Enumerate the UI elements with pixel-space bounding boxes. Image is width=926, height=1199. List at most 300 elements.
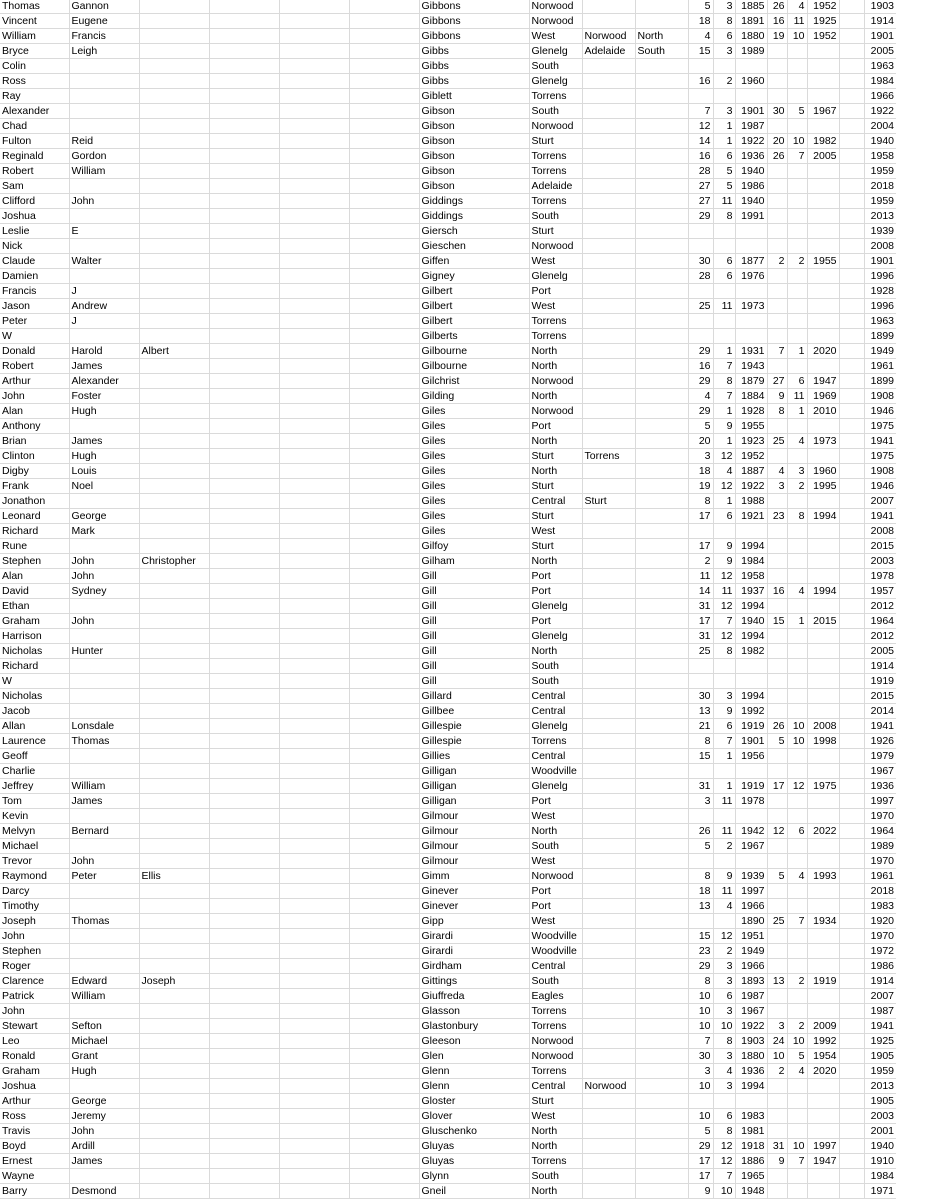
table-cell[interactable]: 2018 (864, 884, 896, 899)
table-cell[interactable] (209, 809, 279, 824)
table-cell[interactable]: 1984 (864, 1169, 896, 1184)
table-cell[interactable] (582, 584, 635, 599)
table-cell[interactable] (582, 224, 635, 239)
table-cell[interactable]: Thomas (69, 914, 139, 929)
table-cell[interactable] (807, 44, 839, 59)
table-cell[interactable] (839, 89, 864, 104)
table-cell[interactable]: 12 (713, 449, 735, 464)
table-cell[interactable] (139, 899, 209, 914)
table-cell[interactable] (209, 419, 279, 434)
table-cell[interactable] (279, 539, 349, 554)
table-cell[interactable]: Gill (419, 569, 529, 584)
table-cell[interactable] (349, 524, 419, 539)
table-cell[interactable]: Gibson (419, 104, 529, 119)
table-cell[interactable] (279, 794, 349, 809)
table-cell[interactable]: 13 (767, 974, 787, 989)
table-cell[interactable]: 1956 (735, 749, 767, 764)
table-cell[interactable] (582, 1169, 635, 1184)
table-cell[interactable]: 12 (787, 779, 807, 794)
table-cell[interactable] (209, 44, 279, 59)
table-cell[interactable]: Christopher (139, 554, 209, 569)
table-cell[interactable]: Vincent (0, 14, 69, 29)
table-cell[interactable]: 1901 (864, 29, 896, 44)
table-cell[interactable] (279, 1184, 349, 1199)
table-cell[interactable]: 11 (787, 14, 807, 29)
table-cell[interactable]: 1940 (735, 614, 767, 629)
table-cell[interactable]: 1992 (735, 704, 767, 719)
table-cell[interactable]: William (69, 989, 139, 1004)
table-cell[interactable] (139, 1049, 209, 1064)
table-cell[interactable] (635, 914, 688, 929)
table-cell[interactable]: Glenelg (529, 74, 582, 89)
table-cell[interactable]: 1947 (807, 1154, 839, 1169)
table-cell[interactable] (582, 974, 635, 989)
table-cell[interactable]: Tom (0, 794, 69, 809)
table-cell[interactable] (349, 884, 419, 899)
table-cell[interactable] (635, 524, 688, 539)
table-cell[interactable] (349, 149, 419, 164)
table-cell[interactable] (209, 884, 279, 899)
table-cell[interactable]: 1982 (807, 134, 839, 149)
table-cell[interactable]: 10 (787, 1139, 807, 1154)
table-cell[interactable]: 1877 (735, 254, 767, 269)
table-cell[interactable] (635, 389, 688, 404)
table-cell[interactable]: 1970 (864, 854, 896, 869)
table-cell[interactable] (349, 89, 419, 104)
table-cell[interactable] (209, 464, 279, 479)
table-cell[interactable]: 1971 (864, 1184, 896, 1199)
table-cell[interactable] (349, 194, 419, 209)
table-cell[interactable] (713, 674, 735, 689)
table-cell[interactable] (807, 494, 839, 509)
table-cell[interactable] (635, 584, 688, 599)
table-cell[interactable]: Norwood (529, 404, 582, 419)
table-cell[interactable]: 1891 (735, 14, 767, 29)
table-cell[interactable]: 1966 (735, 899, 767, 914)
table-cell[interactable] (787, 884, 807, 899)
table-cell[interactable] (279, 824, 349, 839)
table-cell[interactable]: 12 (713, 479, 735, 494)
table-cell[interactable]: 1984 (735, 554, 767, 569)
table-cell[interactable] (807, 194, 839, 209)
table-cell[interactable] (209, 14, 279, 29)
table-cell[interactable]: Bernard (69, 824, 139, 839)
table-cell[interactable]: Gibbs (419, 59, 529, 74)
table-cell[interactable]: Norwood (529, 14, 582, 29)
table-cell[interactable] (209, 239, 279, 254)
table-cell[interactable]: 4 (688, 389, 713, 404)
table-cell[interactable] (807, 569, 839, 584)
table-cell[interactable] (139, 929, 209, 944)
table-cell[interactable]: Hugh (69, 1064, 139, 1079)
table-cell[interactable] (735, 59, 767, 74)
table-cell[interactable] (635, 1019, 688, 1034)
table-cell[interactable]: Gilberts (419, 329, 529, 344)
table-cell[interactable] (635, 884, 688, 899)
table-cell[interactable]: William (69, 779, 139, 794)
table-cell[interactable] (279, 269, 349, 284)
table-cell[interactable] (839, 824, 864, 839)
table-cell[interactable] (839, 1124, 864, 1139)
table-cell[interactable] (582, 554, 635, 569)
table-cell[interactable] (839, 929, 864, 944)
table-cell[interactable]: 1966 (864, 89, 896, 104)
table-cell[interactable] (635, 809, 688, 824)
table-cell[interactable] (635, 674, 688, 689)
table-cell[interactable] (767, 1184, 787, 1199)
table-cell[interactable] (839, 614, 864, 629)
table-cell[interactable]: Michael (0, 839, 69, 854)
table-cell[interactable] (767, 329, 787, 344)
table-cell[interactable]: Giffen (419, 254, 529, 269)
table-cell[interactable] (349, 254, 419, 269)
table-cell[interactable] (209, 794, 279, 809)
table-cell[interactable] (688, 914, 713, 929)
table-cell[interactable] (209, 674, 279, 689)
table-cell[interactable] (839, 524, 864, 539)
table-cell[interactable]: 1994 (735, 689, 767, 704)
table-cell[interactable]: Giuffreda (419, 989, 529, 1004)
table-cell[interactable] (635, 194, 688, 209)
table-cell[interactable] (839, 29, 864, 44)
table-cell[interactable]: 1958 (735, 569, 767, 584)
table-cell[interactable] (139, 1184, 209, 1199)
table-cell[interactable]: 25 (688, 299, 713, 314)
table-cell[interactable] (787, 689, 807, 704)
table-cell[interactable]: 6 (787, 374, 807, 389)
table-cell[interactable]: John (69, 854, 139, 869)
table-cell[interactable] (713, 329, 735, 344)
table-cell[interactable]: Giles (419, 404, 529, 419)
table-cell[interactable] (807, 1169, 839, 1184)
table-cell[interactable] (69, 764, 139, 779)
table-cell[interactable]: Gilding (419, 389, 529, 404)
table-cell[interactable]: Gibson (419, 134, 529, 149)
table-cell[interactable] (349, 104, 419, 119)
table-cell[interactable] (787, 74, 807, 89)
table-cell[interactable] (767, 674, 787, 689)
table-cell[interactable] (807, 884, 839, 899)
table-cell[interactable]: 17 (688, 614, 713, 629)
table-cell[interactable] (209, 554, 279, 569)
table-cell[interactable]: Glen (419, 1049, 529, 1064)
table-cell[interactable] (582, 869, 635, 884)
table-cell[interactable] (787, 1184, 807, 1199)
table-cell[interactable]: Robert (0, 359, 69, 374)
table-cell[interactable] (279, 629, 349, 644)
table-cell[interactable]: 20 (767, 134, 787, 149)
table-cell[interactable]: 4 (787, 869, 807, 884)
table-cell[interactable] (209, 0, 279, 14)
table-cell[interactable] (139, 194, 209, 209)
table-cell[interactable] (349, 539, 419, 554)
table-cell[interactable]: Gneil (419, 1184, 529, 1199)
table-cell[interactable]: 2010 (807, 404, 839, 419)
table-cell[interactable]: 7 (713, 389, 735, 404)
table-cell[interactable]: John (69, 1124, 139, 1139)
table-cell[interactable]: 29 (688, 374, 713, 389)
table-cell[interactable] (767, 494, 787, 509)
table-cell[interactable]: Stephen (0, 944, 69, 959)
table-cell[interactable] (735, 284, 767, 299)
table-cell[interactable] (279, 134, 349, 149)
table-cell[interactable]: Claude (0, 254, 69, 269)
table-cell[interactable] (635, 539, 688, 554)
table-cell[interactable] (807, 1094, 839, 1109)
table-cell[interactable]: 7 (767, 344, 787, 359)
table-cell[interactable]: 1954 (807, 1049, 839, 1064)
table-cell[interactable]: 1995 (807, 479, 839, 494)
table-cell[interactable] (139, 89, 209, 104)
table-cell[interactable]: Wayne (0, 1169, 69, 1184)
table-cell[interactable] (787, 449, 807, 464)
table-cell[interactable] (582, 809, 635, 824)
table-cell[interactable] (209, 629, 279, 644)
table-cell[interactable] (349, 479, 419, 494)
table-cell[interactable]: Gimm (419, 869, 529, 884)
table-cell[interactable]: 1925 (807, 14, 839, 29)
table-cell[interactable] (582, 419, 635, 434)
table-cell[interactable] (582, 854, 635, 869)
table-cell[interactable]: 1923 (735, 434, 767, 449)
table-cell[interactable] (713, 239, 735, 254)
table-cell[interactable]: 5 (688, 0, 713, 14)
table-cell[interactable] (839, 899, 864, 914)
table-cell[interactable] (139, 1064, 209, 1079)
table-cell[interactable] (807, 119, 839, 134)
table-cell[interactable]: 5 (767, 734, 787, 749)
table-cell[interactable]: 1908 (864, 464, 896, 479)
table-cell[interactable] (787, 1079, 807, 1094)
table-cell[interactable]: 2 (787, 1019, 807, 1034)
table-cell[interactable] (635, 629, 688, 644)
table-cell[interactable] (635, 1154, 688, 1169)
table-cell[interactable] (839, 1154, 864, 1169)
table-cell[interactable]: 2007 (864, 494, 896, 509)
table-cell[interactable]: 1922 (735, 479, 767, 494)
table-cell[interactable] (839, 374, 864, 389)
table-cell[interactable]: 1919 (735, 779, 767, 794)
table-cell[interactable] (209, 284, 279, 299)
table-cell[interactable] (349, 719, 419, 734)
table-cell[interactable] (279, 734, 349, 749)
table-cell[interactable] (839, 254, 864, 269)
table-cell[interactable]: Boyd (0, 1139, 69, 1154)
table-cell[interactable]: 5 (713, 179, 735, 194)
table-cell[interactable] (635, 944, 688, 959)
table-cell[interactable] (349, 1139, 419, 1154)
table-cell[interactable]: Sturt (529, 1094, 582, 1109)
table-cell[interactable] (139, 794, 209, 809)
table-cell[interactable]: Robert (0, 164, 69, 179)
table-cell[interactable]: Reid (69, 134, 139, 149)
table-cell[interactable] (279, 899, 349, 914)
table-cell[interactable] (582, 104, 635, 119)
table-cell[interactable]: 3 (787, 464, 807, 479)
table-cell[interactable] (279, 299, 349, 314)
table-cell[interactable] (635, 254, 688, 269)
table-cell[interactable] (767, 164, 787, 179)
table-cell[interactable] (139, 509, 209, 524)
table-cell[interactable] (839, 1079, 864, 1094)
table-cell[interactable] (839, 314, 864, 329)
table-cell[interactable] (139, 59, 209, 74)
table-cell[interactable]: Gillard (419, 689, 529, 704)
table-cell[interactable]: Ellis (139, 869, 209, 884)
table-cell[interactable] (839, 839, 864, 854)
table-cell[interactable] (839, 1139, 864, 1154)
table-cell[interactable] (635, 329, 688, 344)
table-cell[interactable]: 12 (767, 824, 787, 839)
table-cell[interactable] (635, 704, 688, 719)
table-cell[interactable]: 8 (713, 14, 735, 29)
table-cell[interactable] (787, 419, 807, 434)
table-cell[interactable]: Ronald (0, 1049, 69, 1064)
table-cell[interactable] (349, 434, 419, 449)
table-cell[interactable]: Joseph (0, 914, 69, 929)
table-cell[interactable] (582, 674, 635, 689)
table-cell[interactable] (279, 389, 349, 404)
table-cell[interactable] (787, 494, 807, 509)
table-cell[interactable] (582, 434, 635, 449)
table-cell[interactable]: 1961 (864, 869, 896, 884)
table-cell[interactable] (69, 929, 139, 944)
table-cell[interactable] (635, 749, 688, 764)
table-cell[interactable]: George (69, 1094, 139, 1109)
table-cell[interactable]: South (635, 44, 688, 59)
table-cell[interactable]: 1 (713, 749, 735, 764)
table-cell[interactable] (139, 479, 209, 494)
table-cell[interactable] (139, 1109, 209, 1124)
table-cell[interactable]: Giddings (419, 209, 529, 224)
table-cell[interactable]: 1943 (735, 359, 767, 374)
table-cell[interactable] (69, 494, 139, 509)
table-cell[interactable]: 1949 (864, 344, 896, 359)
table-cell[interactable] (582, 1094, 635, 1109)
table-cell[interactable] (839, 884, 864, 899)
table-cell[interactable] (582, 1124, 635, 1139)
table-cell[interactable] (349, 839, 419, 854)
table-cell[interactable] (139, 134, 209, 149)
table-cell[interactable]: Girardi (419, 929, 529, 944)
table-cell[interactable]: 1931 (735, 344, 767, 359)
table-cell[interactable]: James (69, 794, 139, 809)
table-cell[interactable]: Gilmour (419, 839, 529, 854)
table-cell[interactable] (767, 239, 787, 254)
table-cell[interactable]: 11 (713, 824, 735, 839)
table-cell[interactable]: 6 (713, 719, 735, 734)
table-cell[interactable]: North (529, 1124, 582, 1139)
table-cell[interactable]: James (69, 359, 139, 374)
table-cell[interactable]: 6 (713, 509, 735, 524)
table-cell[interactable]: 16 (767, 14, 787, 29)
table-cell[interactable] (807, 989, 839, 1004)
table-cell[interactable]: 1919 (807, 974, 839, 989)
table-cell[interactable] (279, 254, 349, 269)
table-cell[interactable] (767, 554, 787, 569)
table-cell[interactable]: John (69, 614, 139, 629)
table-cell[interactable]: 10 (713, 1184, 735, 1199)
table-cell[interactable] (209, 374, 279, 389)
table-cell[interactable] (349, 464, 419, 479)
table-cell[interactable] (209, 494, 279, 509)
table-cell[interactable] (279, 974, 349, 989)
table-cell[interactable] (209, 614, 279, 629)
table-cell[interactable] (209, 299, 279, 314)
table-cell[interactable] (139, 149, 209, 164)
table-cell[interactable] (279, 674, 349, 689)
table-cell[interactable]: Timothy (0, 899, 69, 914)
table-cell[interactable]: Torrens (582, 449, 635, 464)
table-cell[interactable] (688, 809, 713, 824)
table-cell[interactable]: Torrens (529, 734, 582, 749)
table-cell[interactable]: 31 (688, 779, 713, 794)
table-cell[interactable] (279, 719, 349, 734)
table-cell[interactable]: Gill (419, 659, 529, 674)
table-cell[interactable]: 11 (713, 584, 735, 599)
table-cell[interactable] (139, 569, 209, 584)
table-cell[interactable]: 1988 (735, 494, 767, 509)
table-cell[interactable] (635, 1004, 688, 1019)
table-cell[interactable]: Central (529, 1079, 582, 1094)
table-cell[interactable]: 5 (688, 1124, 713, 1139)
table-cell[interactable] (787, 644, 807, 659)
table-cell[interactable] (688, 284, 713, 299)
table-cell[interactable]: 1922 (735, 1019, 767, 1034)
table-cell[interactable] (635, 359, 688, 374)
table-cell[interactable] (635, 1184, 688, 1199)
table-cell[interactable] (139, 299, 209, 314)
table-cell[interactable] (139, 1124, 209, 1139)
table-cell[interactable] (209, 1154, 279, 1169)
table-cell[interactable]: 1879 (735, 374, 767, 389)
table-cell[interactable] (582, 644, 635, 659)
table-cell[interactable] (349, 449, 419, 464)
table-cell[interactable] (349, 224, 419, 239)
table-cell[interactable] (349, 809, 419, 824)
table-cell[interactable]: Torrens (529, 1004, 582, 1019)
table-cell[interactable]: Jacob (0, 704, 69, 719)
table-cell[interactable] (839, 914, 864, 929)
table-cell[interactable]: Sefton (69, 1019, 139, 1034)
table-cell[interactable] (839, 269, 864, 284)
table-cell[interactable]: North (529, 554, 582, 569)
table-cell[interactable]: 1899 (864, 329, 896, 344)
table-cell[interactable] (767, 629, 787, 644)
table-cell[interactable]: Ray (0, 89, 69, 104)
table-cell[interactable] (767, 644, 787, 659)
table-cell[interactable] (635, 119, 688, 134)
table-cell[interactable]: Kevin (0, 809, 69, 824)
table-cell[interactable] (582, 734, 635, 749)
table-cell[interactable]: North (529, 644, 582, 659)
table-cell[interactable] (139, 524, 209, 539)
table-cell[interactable] (688, 524, 713, 539)
table-cell[interactable]: Gigney (419, 269, 529, 284)
table-cell[interactable]: 1963 (864, 314, 896, 329)
table-cell[interactable]: 31 (767, 1139, 787, 1154)
table-cell[interactable] (209, 524, 279, 539)
table-cell[interactable]: 1939 (864, 224, 896, 239)
table-cell[interactable]: Gilchrist (419, 374, 529, 389)
table-cell[interactable]: Gilfoy (419, 539, 529, 554)
table-cell[interactable] (839, 389, 864, 404)
table-cell[interactable] (349, 1034, 419, 1049)
table-cell[interactable]: 6 (713, 29, 735, 44)
table-cell[interactable]: 8 (713, 1034, 735, 1049)
table-cell[interactable] (807, 314, 839, 329)
table-cell[interactable] (635, 0, 688, 14)
